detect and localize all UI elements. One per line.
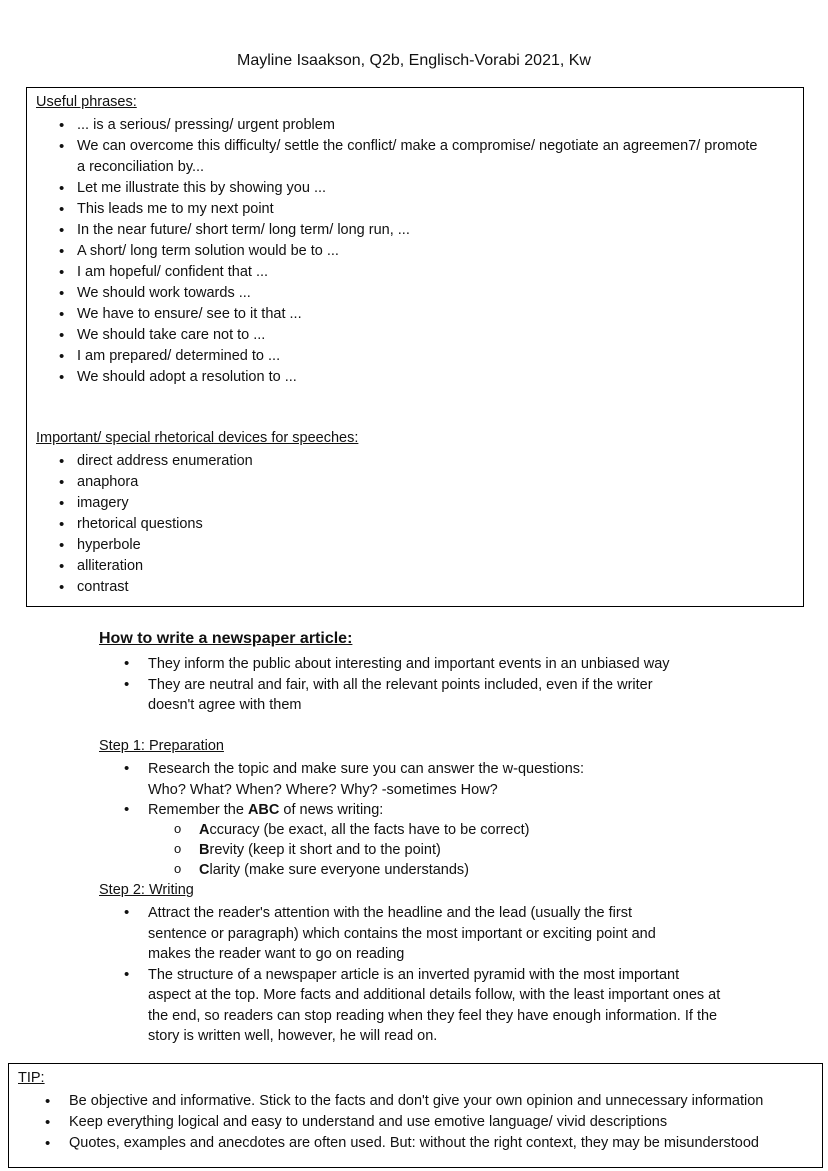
list-item: • We have to ensure/ see to it that ... [27,304,787,325]
list-item: • Quotes, examples and anecdotes are often used. But: without the right context, they may be misunderstood [9,1133,821,1154]
list-item: • The structure of a newspaper article is an inverted pyramid with the most important aspect at the top. More facts and additional details follow, with the least important ones at the end, so readers can stop reading when they feel they have enough information. If the story is written well, however, he will read on. [99,965,729,1047]
step2-list [99,903,729,1047]
list-item: • Keep everything logical and easy to understand and use emotive language/ vivid descriptions [9,1112,821,1133]
step1-list [99,759,719,821]
step1-title: Step 1: Preparation [99,738,224,754]
abc-list [99,820,719,880]
list-item: • contrast [27,577,787,598]
list-item [99,860,719,880]
list-item: • In the near future/ short term/ long term/ long run, ... [27,220,787,241]
list-item: • I am hopeful/ confident that ... [27,262,787,283]
list-item [99,840,719,860]
list-item: • We should adopt a resolution to ... [27,367,787,388]
list-item: • We should take care not to ... [27,325,787,346]
list-item: • alliteration [27,556,787,577]
list-item: • We should work towards ... [27,283,787,304]
step2-title: Step 2: Writing [99,882,194,898]
tip-list [9,1091,821,1154]
list-item: • direct address enumeration [27,451,787,472]
abc-letter: A [199,822,210,838]
useful-phrases-list [27,115,787,388]
abc-prefix: Remember the [148,802,248,818]
rhetorical-devices-title: Important/ special rhetorical devices for speeches: [36,430,359,446]
abc-suffix: of news writing: [279,802,384,818]
article-title: How to write a newspaper article: [99,630,353,647]
abc-bold: ABC [247,802,280,818]
list-item [99,800,719,821]
abc-letter: C [199,862,210,878]
abc-text: revity (keep it short and to the point) [209,842,441,858]
list-item: • I am prepared/ determined to ... [27,346,787,367]
list-item [99,820,719,840]
list-item: • A short/ long term solution would be to ... [27,241,787,262]
tip-box [8,1063,823,1168]
list-item: • We can overcome this difficulty/ settle the conflict/ make a compromise/ negotiate an agreemen7/ promote a reconciliation by... [27,136,787,178]
document-header: Mayline Isaakson, Q2b, Englisch-Vorabi 2021, Kw [237,52,591,69]
list-item: • They are neutral and fair, with all the relevant points included, even if the writer doesn't agree with them [99,675,719,716]
list-item: • Attract the reader's attention with the headline and the lead (usually the first sentence or paragraph) which contains the most important or exciting point and makes the reader want to go on reading [99,903,729,965]
list-item: • rhetorical questions [27,514,787,535]
list-item: • Research the topic and make sure you can answer the w-questions: Who? What? When? Where? Why? -sometimes How? [99,759,719,800]
phrases-box [26,87,804,607]
abc-text: larity (make sure everyone understands) [209,862,469,878]
tip-title: TIP: [18,1070,45,1086]
list-item: • This leads me to my next point [27,199,787,220]
list-item: • ... is a serious/ pressing/ urgent problem [27,115,787,136]
list-item: • anaphora [27,472,787,493]
abc-letter: B [199,842,210,858]
list-item: • Be objective and informative. Stick to the facts and don't give your own opinion and unnecessary information [9,1091,821,1112]
list-item: • hyperbole [27,535,787,556]
useful-phrases-title: Useful phrases: [36,94,137,110]
rhetorical-devices-list [27,451,787,598]
abc-text: ccuracy (be exact, all the facts have to be correct) [209,822,530,838]
list-item: • imagery [27,493,787,514]
list-item: • Let me illustrate this by showing you ... [27,178,787,199]
list-item: • They inform the public about interesting and important events in an unbiased way [99,654,719,675]
article-intro-list [99,654,719,716]
